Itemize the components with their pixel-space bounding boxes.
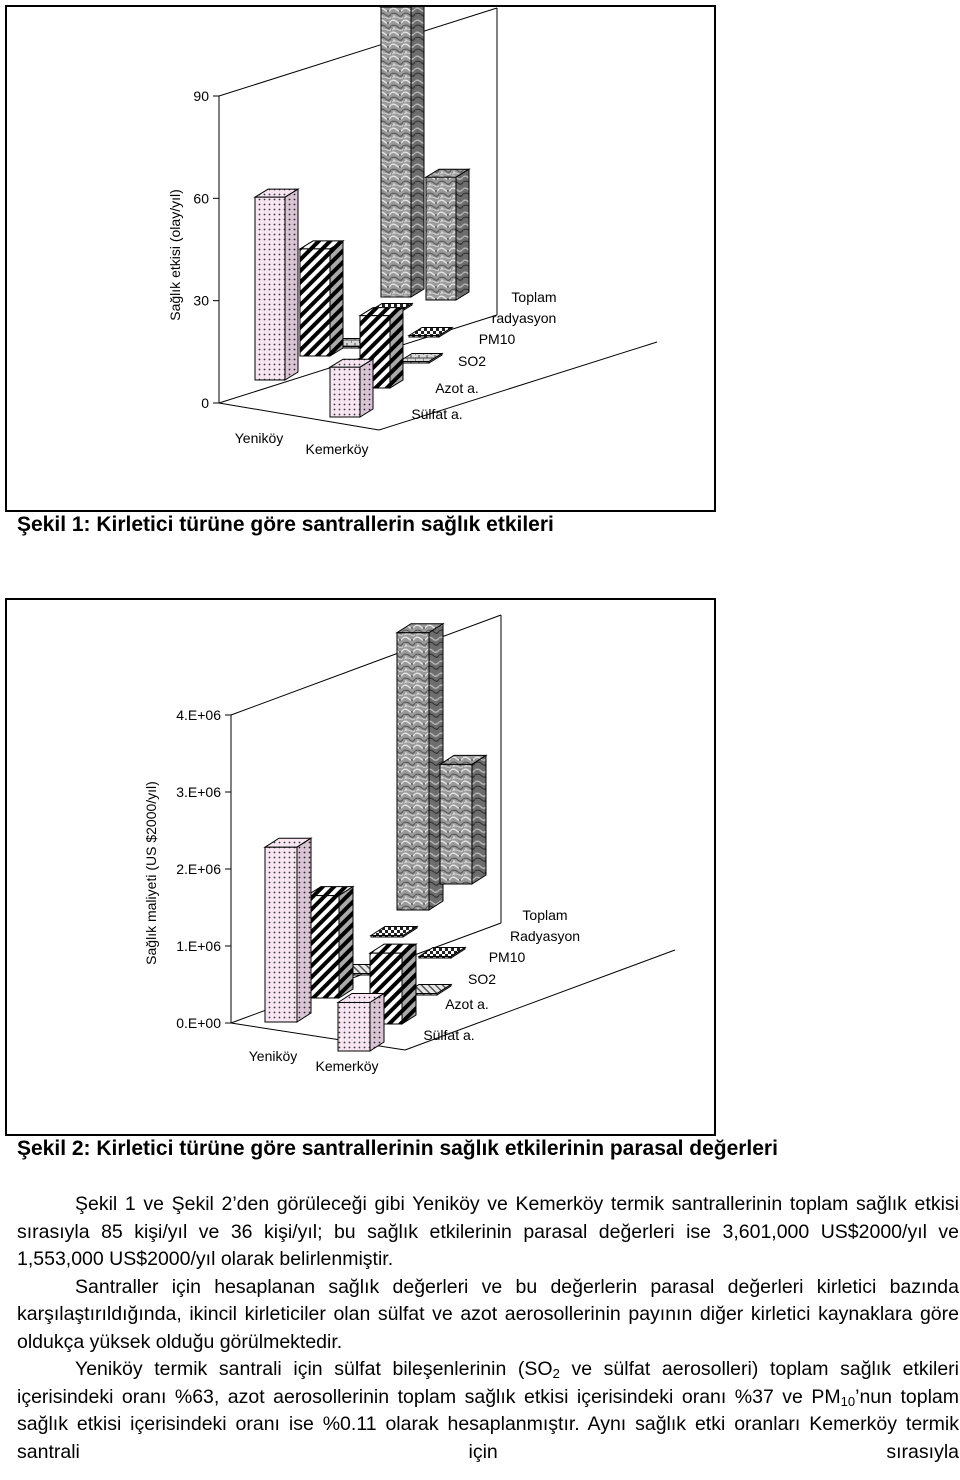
pollutant-label-toplam-radyasyon: Toplam radyasyon: [491, 289, 557, 326]
plant-label-kemerk-y: Kemerköy: [305, 441, 369, 457]
figure-2-y-axis-label: Sağlık maliyeti (US $2000/yıl): [143, 781, 159, 965]
y-tick-label: 3.E+06: [176, 784, 221, 800]
plant-label-kemerk-y: Kemerköy: [315, 1058, 379, 1074]
y-tick-label: 60: [193, 190, 209, 207]
paragraph-1: Şekil 1 ve Şekil 2’den görüleceği gibi Yeniköy ve Kemerköy termik santrallerinin toplam sağlık etkisi sırasıyla 85 kişi/yıl ve 36 kişi/yıl; bu sağlık etkilerinin parasal değerleri ise 3,601,000 US$2000/yıl ve 1,553,000 US$2000/yıl olarak belirlenmiştir.: [17, 1193, 959, 1270]
pollutant-label-s-lfat-a: Sülfat a.: [423, 1027, 475, 1043]
bar-side-face: [472, 755, 486, 884]
paragraph-2: Santraller için hesaplanan sağlık değerleri ve bu değerlerin parasal değerleri kirletici bazında karşılaştırıldığında, ikincil kirleticiler olan sülfat ve azot aerosollerinin payının diğer kirletici kaynaklara göre oldukça yüksek olduğu görülmektedir.: [17, 1275, 959, 1353]
bar-side-face: [339, 887, 353, 998]
bar-yenik-y-toplam-radyasyon: [381, 7, 424, 297]
bar-yenik-y-azot-a: [300, 241, 343, 356]
y-tick-label: 0: [201, 395, 209, 411]
bar-front-face: [307, 896, 339, 998]
bar-side-face: [370, 993, 384, 1051]
bar-kemerk-y-s-lfat-a: [330, 359, 373, 417]
bar-kemerk-y-toplam-radyasyon: [440, 755, 486, 884]
bar-front-face: [300, 249, 330, 356]
figure-1-y-axis-label: Sağlık etkisi (olay/yıl): [167, 189, 183, 321]
paragraph-3: Yeniköy termik santrali için sülfat bileşenlerinin ($SO_2$ ve sülfat aerosolleri) toplam sağlık etkileri içerisindeki oranı %63, azot aerosollerinin toplam sağlık etkisi içerisindeki oranı %37 ve $PM_{10}’nun$ toplam sağlık etkisi içerisindeki oranı ise %0.11 olarak hesaplanmıştır. Aynı sağlık etki oranları Kemerköy termik santrali için sırasıyla: [17, 1358, 960, 1463]
back-wall-top: [231, 615, 501, 715]
bar-side-face: [456, 169, 469, 300]
bar-side-face: [411, 7, 424, 297]
bar-yenik-y-s-lfat-a: [255, 189, 298, 380]
pollutant-label-azot-a: Azot a.: [435, 380, 479, 396]
bar-front-face: [338, 1002, 370, 1051]
bar-side-face: [390, 308, 403, 388]
bar-front-face: [381, 7, 411, 297]
body-text: [17, 1191, 959, 1466]
plant-label-yenik-y: Yeniköy: [234, 430, 284, 446]
plant-label-yenik-y: Yeniköy: [248, 1048, 298, 1064]
pollutant-label-so2: SO2: [467, 971, 497, 987]
pollutant-label-so2: SO2: [457, 353, 487, 369]
bar-yenik-y-pm10: [371, 927, 417, 938]
bar-front-face: [397, 633, 429, 910]
figure-2-chart: [7, 600, 714, 1134]
y-tick-label: 1.E+06: [176, 938, 221, 954]
y-tick-label: 4.E+06: [176, 707, 221, 723]
pollutant-label-s-lfat-a: Sülfat a.: [411, 406, 463, 422]
bar-kemerk-y-s-lfat-a: [338, 993, 384, 1051]
figure-1-chart-frame: [5, 5, 716, 512]
back-wall-top: [219, 8, 497, 96]
pollutant-label-pm10: PM10: [488, 949, 526, 965]
bar-kemerk-y-toplam-radyasyon: [426, 169, 469, 300]
figure-2-bars: [265, 624, 486, 1051]
bar-side-face: [297, 838, 311, 1022]
bar-side-face: [285, 189, 298, 380]
bar-yenik-y-s-lfat-a: [265, 838, 311, 1022]
figure-1-bars: [255, 7, 469, 417]
y-tick-label: 2.E+06: [176, 861, 221, 877]
bar-yenik-y-azot-a: [307, 887, 353, 998]
bar-kemerk-y-pm10: [419, 948, 465, 959]
bar-yenik-y-toplam-radyasyon: [397, 624, 443, 910]
bar-kemerk-y-so2: [399, 354, 442, 364]
bar-front-face: [330, 367, 360, 417]
bar-front-face: [426, 177, 456, 300]
bar-front-face: [255, 197, 285, 380]
pollutant-label-pm10: PM10: [478, 331, 516, 347]
figure-1-chart: [7, 7, 714, 510]
figure-1-caption: Şekil 1: Kirletici türüne göre santrallerin sağlık etkileri: [17, 513, 554, 536]
y-tick-label: 90: [193, 88, 209, 104]
bar-front-face: [419, 957, 451, 959]
bar-front-face: [409, 336, 439, 338]
bar-kemerk-y-pm10: [409, 328, 452, 338]
bar-side-face: [330, 241, 343, 356]
y-tick-label: 0.E+00: [176, 1015, 221, 1031]
bar-side-face: [360, 359, 373, 417]
bar-front-face: [265, 847, 297, 1022]
pollutant-label-azot-a: Azot a.: [445, 996, 489, 1012]
pollutant-label-toplam-radyasyon: Toplam Radyasyon: [509, 907, 581, 944]
y-tick-label: 30: [193, 292, 209, 309]
figure-2-caption: Şekil 2: Kirletici türüne göre santrallerinin sağlık etkilerinin parasal değerleri: [17, 1137, 778, 1160]
bar-front-face: [440, 764, 472, 884]
bar-front-face: [371, 936, 403, 938]
figure-2-chart-frame: [5, 598, 716, 1136]
bar-side-face: [402, 944, 416, 1024]
